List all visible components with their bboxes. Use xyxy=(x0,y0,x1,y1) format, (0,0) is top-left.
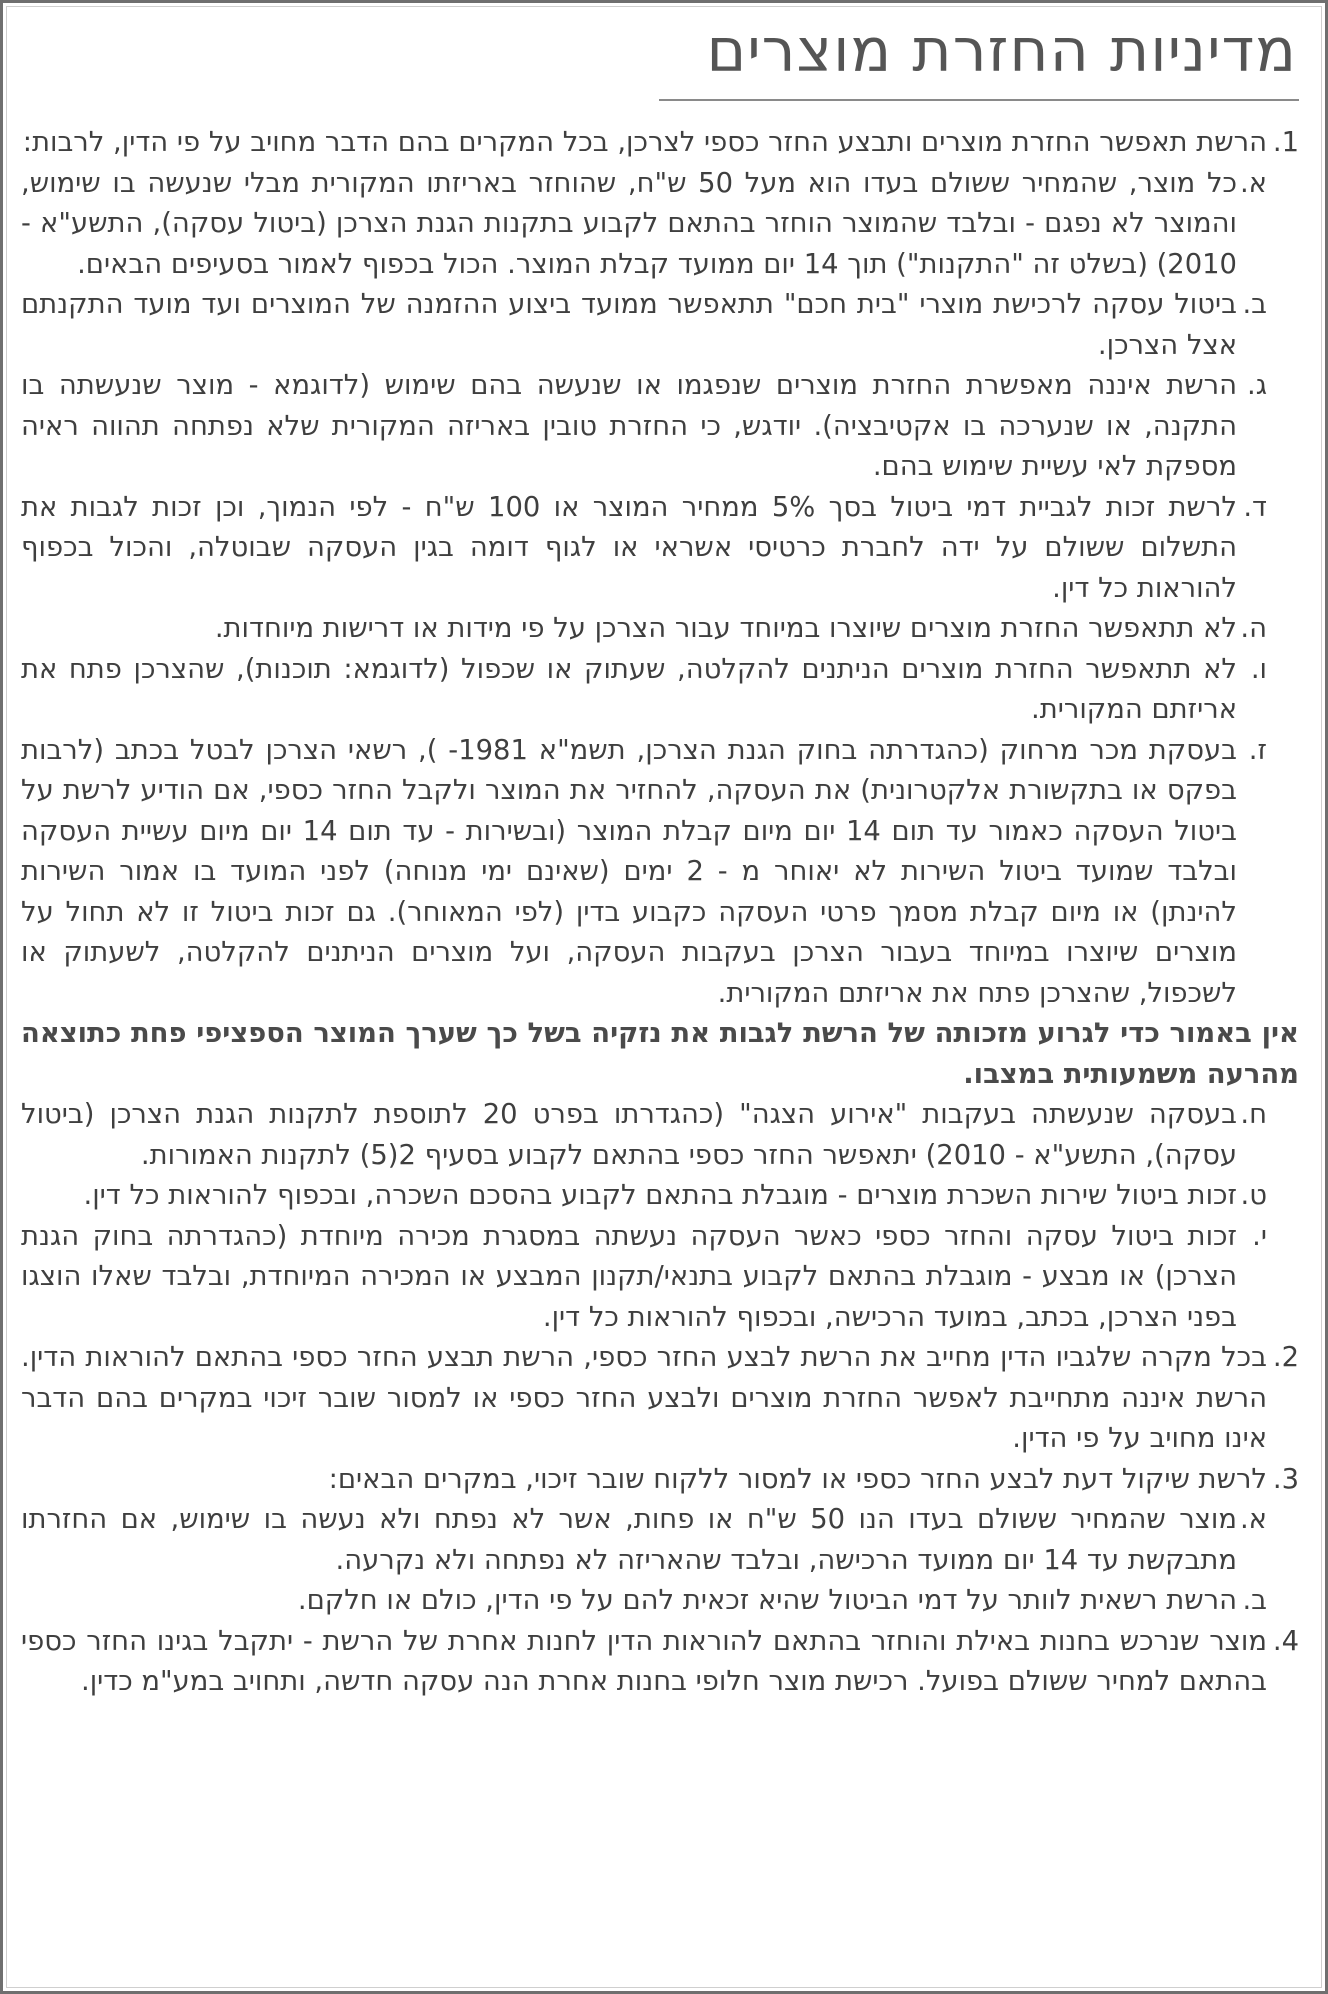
subsection-text: לא תתאפשר החזרת מוצרים הניתנים להקלטה, שעתוק או שכפול (לדוגמא: תוכנות), שהצרכן פתח את אריזתם המקורית. xyxy=(21,653,1237,725)
subsection-letter: ב. xyxy=(1242,289,1267,320)
page-title: מדיניות החזרת מוצרים xyxy=(706,16,1297,86)
policy-content xyxy=(21,123,1299,1703)
subsection-text: הרשת איננה מאפשרת החזרת מוצרים שנפגמו או שנעשה בהם שימוש (לדוגמא - מוצר שנעשתה בו התקנה, או שנערכה בו אקטיבציה). יודגש, כי החזרת טובין באריזה המקורית שלא נפתחה תהווה ראיה מספקת לאי עשיית שימוש בהם. xyxy=(21,370,1237,482)
policy-subsection xyxy=(21,1581,1299,1622)
subsection-text: כל מוצר, שהמחיר ששולם בעדו הוא מעל 50 ש"ח, שהוחזר באריזתו המקורית מבלי שנעשה בו שימוש, והמוצר לא נפגם - ובלבד שהמוצר הוחזר בהתאם לקבוע בתקנות הגנת הצרכן (ביטול עסקה), התשע"א - 2010) (בשלט זה "התקנות") תוך 14 יום ממועד קבלת המוצר. הכול בכפוף לאמור בסעיפים הבאים. xyxy=(21,167,1237,280)
policy-subsection xyxy=(21,731,1299,1015)
policy-subsection xyxy=(21,285,1299,366)
subsection-text: הרשת רשאית לוותר על דמי הביטול שהיא זכאית להם על פי הדין, כולם או חלקם. xyxy=(297,1585,1237,1616)
subsection-text: בעסקה שנעשתה בעקבות "אירוע הצגה" (כהגדרתו בפרט 20 לתוספת לתקנות הגנת הצרכן (ביטול עסקה), התשע"א - 2010) יתאפשר החזר כספי בהתאם לקבוע בסעיף 2(5) לתקנות האמורות. xyxy=(21,1099,1237,1171)
subsection-text: לא תתאפשר החזרת מוצרים שיוצרו במיוחד עבור הצרכן על פי מידות או דרישות מיוחדות. xyxy=(214,613,1237,644)
subsection-text: מוצר שהמחיר ששולם בעדו הנו 50 ש"ח או פחות, אשר לא נפתח ולא נעשה בו שימוש, אם החזרתו מתבקשת עד 14 יום ממועד הרכישה, ובלבד שהאריזה לא נפתחה ולא נקרעה. xyxy=(21,1504,1238,1576)
subsection-text: זכות ביטול עסקה והחזר כספי כאשר העסקה נעשתה במסגרת מכירה מיוחדת (כהגדרתה בחוק הגנת הצרכן) או מבצע - מוגבלת בהתאם לקבוע בתנאי/תקנון המבצע או המכירה המיוחדת, ובלבד שאלו הוצגו בפני הצרכן, בכתב, במועד הרכישה, ובכפוף להוראות כל דין. xyxy=(21,1220,1237,1333)
subsection-letter: א. xyxy=(1239,1504,1267,1535)
subsection-letter: י. xyxy=(1252,1220,1267,1252)
section-number: 4. xyxy=(1272,1625,1299,1657)
subsection-letter: ה. xyxy=(1240,613,1267,644)
title-underline xyxy=(659,99,1299,101)
subsection-letter: ד. xyxy=(1243,491,1267,523)
policy-note xyxy=(21,1014,1299,1095)
subsection-letter: א. xyxy=(1239,167,1267,199)
policy-subsection xyxy=(21,164,1299,286)
section-text: מוצר שנרכש בחנות באילת והוחזר בהתאם להוראות הדין לחנות אחרת של הרשת - יתקבל בגינו החזר כספי בהתאם למחיר ששולם בפועל. רכישת מוצר חלופי בחנות אחרת הנה עסקה חדשה, ותחויב במע"מ כדין. xyxy=(21,1625,1267,1697)
subsection-letter: ט. xyxy=(1240,1180,1267,1211)
policy-subsection xyxy=(21,1217,1299,1339)
section-text: בכל מקרה שלגביו הדין מחייב את הרשת לבצע החזר כספי, הרשת תבצע החזר כספי בהתאם להוראות הדין. הרשת איננה מתחייבת לאפשר החזרת מוצרים ולבצע החזר כספי או למסור שובר זיכוי במקרים בהם הדבר אינו מחויב על פי הדין. xyxy=(21,1342,1267,1454)
policy-section xyxy=(21,1338,1299,1460)
subsection-letter: ז. xyxy=(1248,734,1267,766)
section-number: 3. xyxy=(1272,1463,1299,1495)
subsection-text: ביטול עסקה לרכישת מוצרי "בית חכם" תתאפשר ממועד ביצוע ההזמנה של המוצרים ועד מועד התקנתם אצל הצרכן. xyxy=(21,289,1237,361)
section-text: לרשת שיקול דעת לבצע החזר כספי או למסור ללקוח שובר זיכוי, במקרים הבאים: xyxy=(328,1463,1267,1495)
policy-section xyxy=(21,1622,1299,1703)
policy-section xyxy=(21,123,1299,164)
subsection-letter: ח. xyxy=(1240,1099,1267,1130)
section-text: הרשת תאפשר החזרת מוצרים ותבצע החזר כספי לצרכן, בכל המקרים בהם הדבר מחויב על פי הדין, לרבות: xyxy=(22,127,1267,158)
policy-subsection xyxy=(21,1176,1299,1217)
subsection-letter: ב. xyxy=(1242,1585,1267,1616)
subsection-text: זכות ביטול שירות השכרת מוצרים - מוגבלת בהתאם לקבוע בהסכם השכרה, ובכפוף להוראות כל דין. xyxy=(83,1180,1237,1211)
policy-subsection xyxy=(21,488,1299,610)
policy-section xyxy=(21,1460,1299,1501)
policy-subsection xyxy=(21,1500,1299,1581)
subsection-text: לרשת זכות לגביית דמי ביטול בסך 5% ממחיר המוצר או 100 ש"ח - לפי הנמוך, וכן זכות לגבות את התשלום ששולם על ידה לחברת כרטיסי אשראי או לגוף דומה בגין העסקה שבוטלה, והכול בכפוף להוראות כל דין. xyxy=(21,491,1237,604)
policy-subsection xyxy=(21,1095,1299,1176)
subsection-letter: ו. xyxy=(1250,653,1267,685)
policy-subsection xyxy=(21,366,1299,488)
subsection-text: בעסקת מכר מרחוק (כהגדרתה בחוק הגנת הצרכן, תשמ"א 1981- ), רשאי הצרכן לבטל בכתב (לרבות בפקס או בתקשורת אלקטרונית) את העסקה, להחזיר את המוצר ולקבל החזר כספי, אם הודיע לרשת על ביטול העסקה כאמור עד תום 14 יום מיום קבלת המוצר (ובשירות - עד תום 14 יום מיום עשיית העסקה ובלבד שמועד ביטול השירות לא יאוחר מ - 2 ימים (שאינם ימי מנוחה) לפני המועד בו אמור השירות להינתן) או מיום קבלת מסמך פרטי העסקה כקבוע בדין (לפי המאוחר). גם זכות ביטול זו לא תחול על מוצרים שיוצרו במיוחד בעבור הצרכן בעקבות העסקה, ועל מוצרים הניתנים להקלטה, לשעתוק או לשכפול, שהצרכן פתח את אריזתם המקורית. xyxy=(21,734,1237,1009)
section-number: 2. xyxy=(1272,1342,1299,1373)
subsection-letter: ג. xyxy=(1247,370,1267,401)
policy-subsection xyxy=(21,609,1299,650)
section-number: 1. xyxy=(1272,127,1299,158)
policy-subsection xyxy=(21,650,1299,731)
note-text: אין באמור כדי לגרוע מזכותה של הרשת לגבות את נזקיה בשל כך שערך המוצר הספציפי פחת כתוצאה מהרעה משמעותית במצבו. xyxy=(21,1018,1299,1090)
